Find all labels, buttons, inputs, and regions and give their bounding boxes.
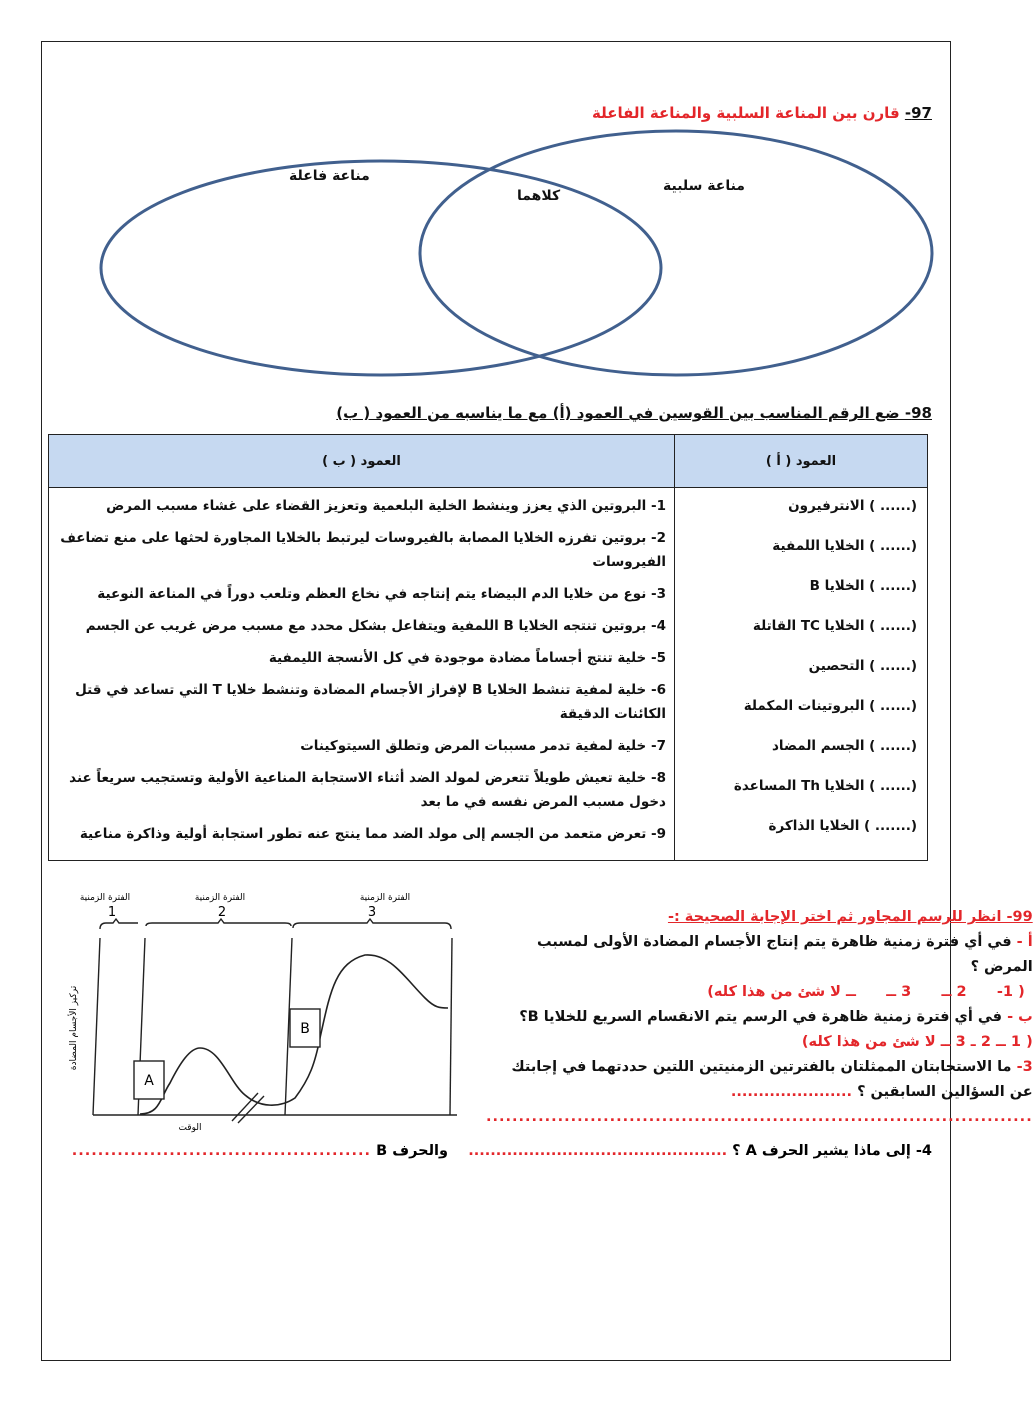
question-99 [486,905,1033,1130]
marker-a: A [144,1073,154,1089]
question-4-row [60,1139,932,1164]
column-b [49,488,675,861]
column-a-item[interactable]: (...... ) الخلايا Th المساعدة [733,778,917,794]
marker-b: B [300,1021,310,1037]
part-b-options[interactable]: ( 1 ــ 2 ـ 3 ــ لا شئ من هذا كله) [801,1034,1033,1050]
part-a-options[interactable]: ( 1- 2 ــ 3 ــ ــ لا شئ من هذا كله) [707,984,1025,1000]
y-axis-label: تركيز الأجسام المضادة [69,985,79,1071]
page-border [41,41,1033,1361]
column-a-item[interactable]: (....... ) الخلايا الذاكرة [768,818,917,834]
question-99-section [48,883,1033,1133]
venn-right-label: مناعة سلبية [663,178,745,194]
column-a-item[interactable]: (...... ) الخلايا TC القاتلة [752,618,917,634]
column-b-item: 7- خلية لمفية تدمر مسببات المرض وتطلق السيتوكينات [300,738,666,754]
period-1-label: الفترة الزمنية [79,893,131,903]
column-a-header: العمود ( أ ) [675,435,928,488]
column-b-item: 5- خلية تنتج أجساماً مضادة موجودة في كل الأنسجة الليمفية [268,650,666,666]
period-2-label: الفترة الزمنية [194,893,246,903]
answer-blank-line[interactable]: .................................................................................... [486,1109,1033,1125]
answer-blank[interactable]: ...................... [730,1084,853,1100]
column-a-item[interactable]: (...... ) الانترفيرون [788,498,917,514]
period-2-brace [146,919,291,926]
part-a-text: في أي فترة زمنية ظاهرة يتم إنتاج الأجسام المضادة الأولى لمسبب المرض ؟ [537,934,1033,975]
period-divider-3 [450,938,452,1115]
part-b-text: في أي فترة زمنية ظاهرة في الرسم يتم الانقسام السريع للخلايا B؟ [519,1009,1002,1025]
column-a [675,488,928,861]
answer-a-blank[interactable]: ............................................... [468,1143,728,1159]
period-3-number: 3 [367,905,377,920]
antibody-graph [60,883,470,1133]
question-text: قارن بين المناعة السلبية والمناعة الفاعلة [592,104,900,122]
column-a-item[interactable]: (...... ) التحصين [808,658,917,674]
column-a-item[interactable]: (...... ) الخلايا B [809,578,917,594]
column-b-item: 2- بروتين تفرزه الخلايا المصابة بالفيروسات ليرتبط بالخلايا المجاورة لحثها على منع تضاعف الفيروسات [60,530,666,570]
venn-left-ellipse [101,161,661,375]
y-axis [93,938,100,1115]
column-b-item: 3- نوع من خلايا الدم البيضاء يتم إنتاجه في نخاع العظم وتلعب دوراً في المناعة النوعية [97,586,666,602]
column-b-header: العمود ( ب ) [49,435,675,488]
part-3-prefix: 3- [1016,1059,1033,1075]
column-b-item: 1- البروتين الذي يعزز وينشط الخلية البلعمية وتعزيز القضاء على غشاء مسبب المرض [106,498,666,514]
question-97-title [48,104,932,122]
venn-right-ellipse [420,131,932,375]
column-a-item[interactable]: (...... ) الجسم المضاد [771,738,917,754]
period-3-brace [293,919,451,929]
part-b-prefix: ب - [1007,1009,1033,1025]
question-98-title: 98- ضع الرقم المناسب بين القوسين في العمود (أ) مع ما يناسبه من العمود ( ب) [336,404,932,422]
matching-table [48,434,928,861]
venn-center-label: كلاهما [517,188,561,204]
question-number: 97- [904,104,932,122]
period-1-number: 1 [107,905,117,920]
venn-diagram [96,128,941,383]
x-axis-label: الوقت [178,1123,202,1133]
column-a-item[interactable]: (...... ) الخلايا اللمفية [772,538,917,554]
venn-left-label: مناعة فاعلة [289,168,370,184]
answer-b-blank[interactable]: .............................................. [71,1143,372,1159]
period-2-number: 2 [217,905,227,920]
venn-section [48,128,944,390]
column-b-item: 6- خلية لمفية تنشط الخلايا B لإفراز الأجسام المضادة وتنشط خلايا T التي تساعد في قتل الكائنات الدقيقة [75,682,666,722]
column-b-item: 4- بروتين تنتجه الخلايا B اللمفية ويتفاعل بشكل محدد مع مسبب مرض غريب عن الجسم [85,618,666,634]
question-4-text: 4- إلى ماذا يشير الحرف A ؟ [732,1143,932,1159]
period-3-label: الفترة الزمنية [359,893,411,903]
part-a-prefix: أ - [1016,934,1033,950]
question-99-title: 99- انظر للرسم المجاور ثم اختر الإجابة الصحيحة :- [667,909,1033,925]
part-3-text: ما الاستجابتان الممثلتان بالفترتين الزمنيتين اللتين حددتهما في إجابتك عن السؤالين السابقين ؟ [511,1059,1033,1100]
period-1-brace [100,919,138,929]
column-b-item: 9- تعرض متعمد من الجسم إلى مولد الضد مما ينتج عنه تطور استجابة أولية وذاكرة مناعية [79,826,666,842]
column-a-item[interactable]: (...... ) البروتينات المكملة [743,698,917,714]
letter-b-label: والحرف B [376,1143,448,1159]
column-b-item: 8- خلية تعيش طويلاً تتعرض لمولد الضد أثناء الاستجابة المناعية الأولية وتستجيب سريعاً عند دخول مسبب المرض نفسه في ما بعد [69,770,666,810]
